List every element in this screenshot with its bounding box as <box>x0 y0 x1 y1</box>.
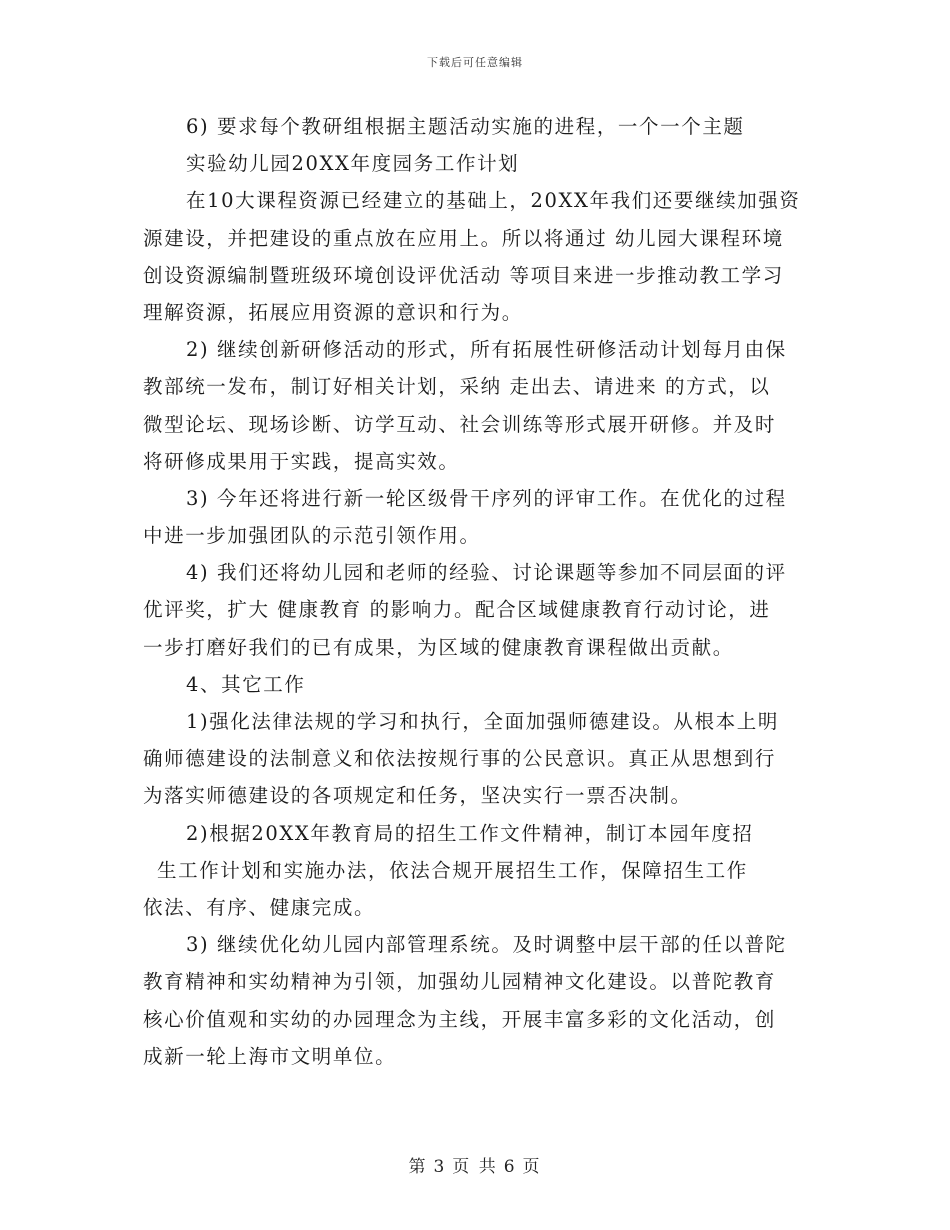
paragraph-line: 创设资源编制暨班级环境创设评优活动 等项目来进一步推动教工学习 <box>143 263 784 287</box>
paragraph-line: 依法、有序、健康完成。 <box>143 895 376 919</box>
footer-prefix: 第 <box>408 1157 428 1177</box>
paragraph-line: 6) 要求每个教研组根据主题活动实施的进程，一个一个主题 <box>186 115 745 138</box>
paragraph-line: 教部统一发布，制订好相关计划，采纳 走出去、请进来 的方式，以 <box>143 375 771 399</box>
paragraph-line: 为落实师德建设的各项规定和任务，坚决实行一票否决制。 <box>143 784 692 808</box>
page-header: 下载后可任意编辑 <box>427 56 523 69</box>
current-page-number: 3 <box>433 1157 447 1177</box>
paragraph-line: 1)强化法律法规的学习和执行，全面加强师德建设。从根本上明 <box>186 710 779 733</box>
footer-suffix: 页 <box>522 1157 542 1177</box>
paragraph-line: 源建设，并把建设的重点放在应用上。所以将通过 幼儿园大课程环境 <box>143 226 784 250</box>
paragraph-line: 微型论坛、现场诊断、访学互动、社会训练等形式展开研修。并及时 <box>143 412 777 436</box>
paragraph-line: 4) 我们还将幼儿园和老师的经验、讨论课题等参加不同层面的评 <box>186 561 787 585</box>
paragraph-line: 3) 今年还将进行新一轮区级骨干序列的评审工作。在优化的过程 <box>186 486 787 510</box>
paragraph-line: 教育精神和实幼精神为引领，加强幼儿园精神文化建设。以普陀教育 <box>143 970 777 994</box>
paragraph-line: 确师德建设的法制意义和依法按规行事的公民意识。真正从思想到行 <box>143 747 777 771</box>
document-title: 实验幼儿园20XX年度园务工作计划 <box>186 152 520 176</box>
paragraph-line: 3) 继续优化幼儿园内部管理系统。及时调整中层干部的任以普陀 <box>186 933 787 957</box>
paragraph-line: 生工作计划和实施办法，依法合规开展招生工作，保障招生工作 <box>157 858 748 882</box>
page-footer <box>0 1152 950 1177</box>
footer-middle: 页 共 <box>452 1157 498 1177</box>
paragraph-line: 理解资源，拓展应用资源的意识和行为。 <box>143 300 523 324</box>
paragraph-line: 2) 继续创新研修活动的形式，所有拓展性研修活动计划每月由保 <box>186 338 787 362</box>
paragraph-line: 将研修成果用于实践，提高实效。 <box>143 449 460 473</box>
paragraph-line: 核心价值观和实幼的办园理念为主线，开展丰富多彩的文化活动，创 <box>143 1007 777 1031</box>
paragraph-line: 2)根据20XX年教育局的招生工作文件精神，制订本园年度招 <box>186 821 754 845</box>
paragraph-line: 中进一步加强团队的示范引领作用。 <box>143 524 481 548</box>
document-body <box>143 108 811 1075</box>
paragraph-line: 成新一轮上海市文明单位。 <box>143 1044 397 1068</box>
paragraph-line: 在10大课程资源已经建立的基础上，20XX年我们还要继续加强资 <box>186 189 801 213</box>
total-page-count: 6 <box>503 1157 517 1177</box>
paragraph-line: 优评奖，扩大 健康教育 的影响力。配合区域健康教育行动讨论，进 <box>143 598 771 622</box>
paragraph-line: 一步打磨好我们的已有成果，为区域的健康教育课程做出贡献。 <box>143 635 734 659</box>
section-heading: 4、其它工作 <box>186 672 306 696</box>
